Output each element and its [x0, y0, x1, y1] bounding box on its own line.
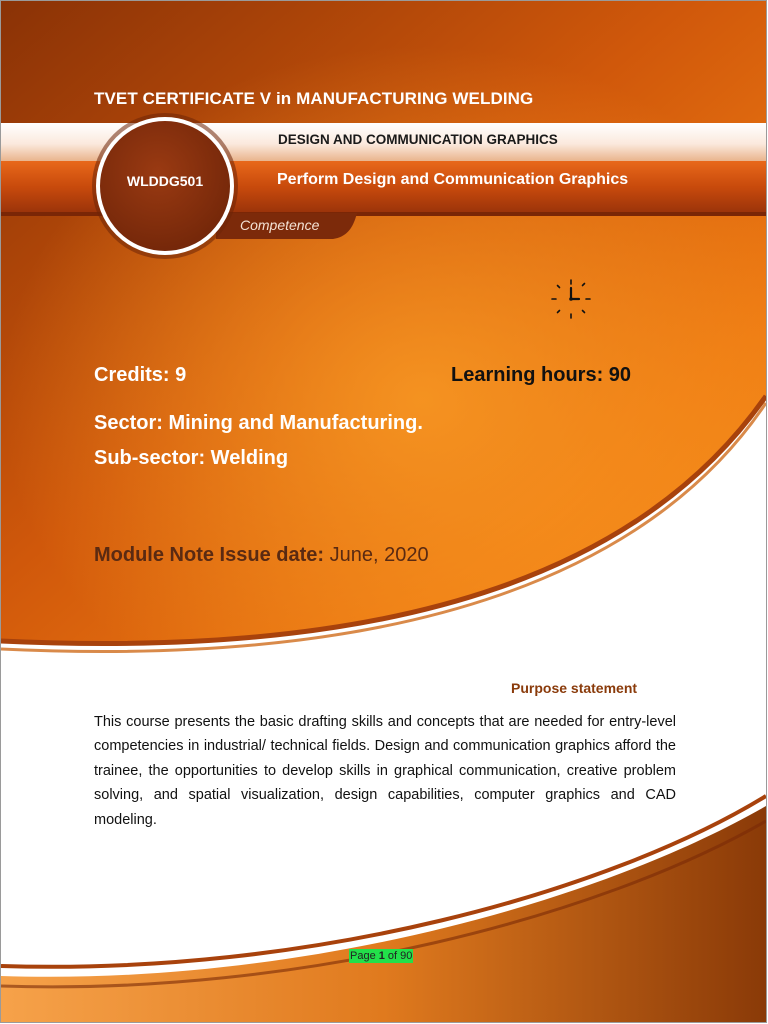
- clock-icon: [549, 277, 593, 321]
- page-current: 1: [378, 950, 385, 962]
- issue-date-value: June, 2020: [329, 544, 429, 566]
- sector: Sector: Mining and Manufacturing.: [94, 412, 423, 434]
- learning-hours: Learning hours: 90: [451, 364, 632, 386]
- page-prefix: Page: [350, 950, 379, 962]
- subsector: Sub-sector: Welding: [94, 447, 289, 469]
- cover-background: [1, 1, 766, 1022]
- competence-label: Competence: [240, 217, 320, 233]
- issue-date-label: Module Note Issue date:: [94, 544, 325, 566]
- purpose-heading: Purpose statement: [511, 680, 638, 696]
- purpose-text: This course presents the basic drafting skills and concepts that are needed for entry-level competencies in industrial/ technical fields. Design and communication graphics afford the trainee, the opportunities to develop skills in graphical communication, creative problem solving, and spatial visualization, design capabilities, computer graphics and CAD modeling.: [94, 714, 676, 828]
- page-number: [349, 949, 413, 963]
- program-title: TVET CERTIFICATE V in MANUFACTURING WELDING: [94, 89, 534, 108]
- page-middle: of: [384, 950, 401, 962]
- credits: Credits: 9: [94, 364, 187, 386]
- module-header: DESIGN AND COMMUNICATION GRAPHICS: [278, 132, 558, 147]
- issue-date: [94, 544, 429, 567]
- page-total: 90: [400, 950, 413, 962]
- module-title: Perform Design and Communication Graphics: [277, 171, 629, 188]
- module-code: WLDDG501: [126, 173, 204, 189]
